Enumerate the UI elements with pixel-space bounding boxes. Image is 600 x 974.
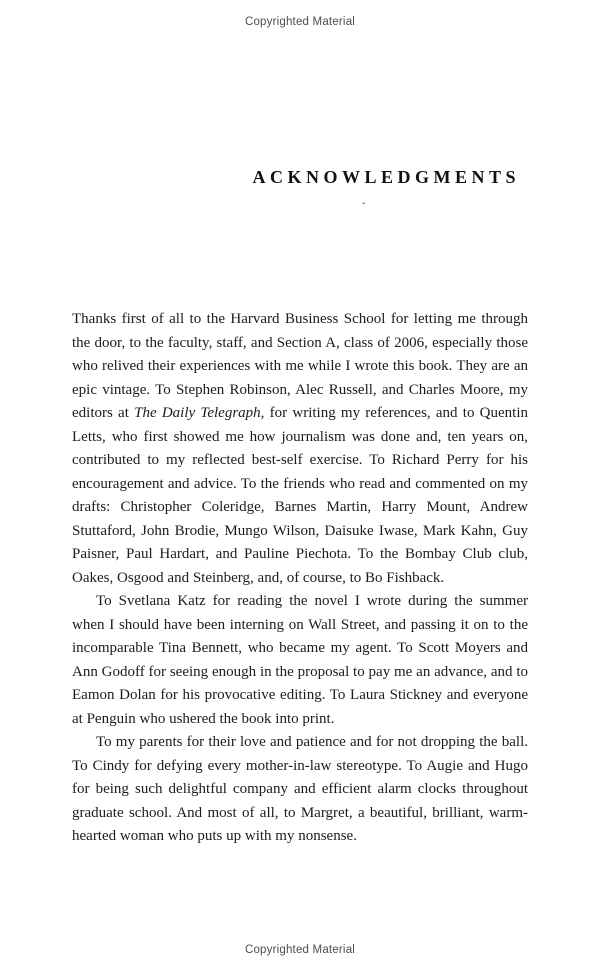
heading-ornament: ˇ [362, 202, 366, 213]
body-text [72, 308, 528, 849]
paragraph [72, 590, 528, 731]
copyright-notice-bottom: Copyrighted Material [244, 944, 356, 956]
text-segment: To Svetlana Katz for reading the novel I wrote during the summer when I should have been interning on Wall Street, and passing it on to the incomparable Tina Bennett, who became my agent. To Scott Moyers and Ann Godoff for seeing enough in the proposal to pay me an advance, and to Eamon Dolan for his provocative editing. To Laura Stickney and everyone at Penguin who ushered the book into print. [72, 593, 528, 727]
text-segment: Thanks first of all to the Harvard Business School for letting me through the door, to the faculty, staff, and Section A, class of 2006, especially those who relived their experiences with me while I wrote this book. They are an epic vintage. To Stephen Robinson, Alec Russell, and Charles Moore, my editors at [72, 311, 528, 421]
text-segment: To my parents for their love and patience and for not dropping the ball. To Cindy for defying every mother-in-law stereotype. To Augie and Hugo for being such delightful company and efficient alarm clocks throughout graduate school. And most of all, to Margret, a beautiful, brilliant, warm-hearted woman who puts up with my nonsense. [72, 734, 528, 844]
paragraph [72, 731, 528, 849]
text-segment: for writing my references, and to Quentin Letts, who first showed me how journalism was done and, ten years on, contributed to my reflected best-self exercise. To Richard Perry for his encouragement and advice. To the friends who read and commented on my drafts: Christopher Coleridge, Barnes Martin, Harry Mount, Andrew Stuttaford, John Brodie, Mungo Wilson, Daisuke Iwase, Mark Kahn, Guy Paisner, Paul Hardart, and Pauline Piechota. To the Bombay Club club, Oakes, Osgood and Steinberg, and, of course, to Bo Fishback. [72, 405, 528, 586]
italic-text-segment: The Daily Telegraph, [134, 405, 265, 421]
paragraph [72, 308, 528, 590]
copyright-notice-top: Copyrighted Material [244, 16, 356, 28]
chapter-heading: ACKNOWLEDGMENTS [252, 167, 520, 187]
